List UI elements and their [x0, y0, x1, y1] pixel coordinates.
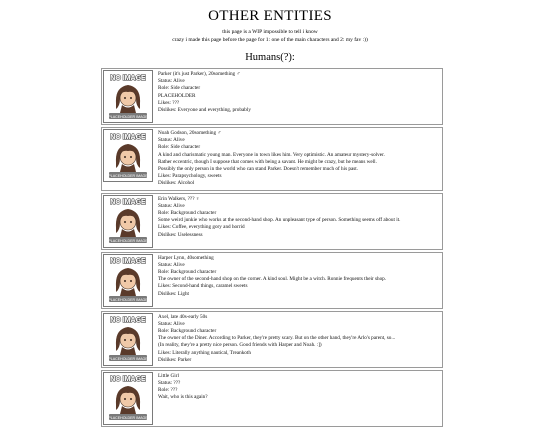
- character-description: Wait, who is this again?: [158, 394, 208, 401]
- svg-text:PLACEHOLDER IMAGE: PLACEHOLDER IMAGE: [108, 173, 148, 178]
- character-name: Parker (it's just Parker), 20something ♂: [158, 71, 241, 77]
- character-description: Possibly the only person in the world who can stand Parker. Doesn't remember much of his past.: [158, 166, 359, 173]
- character-description: The owner of the Diner. According to Parker, they're pretty scary. But on the other hand, they're Arlo's parent, so...: [158, 335, 396, 342]
- character-description: A kind and charismatic young man. Everyone in town likes him. Very optimistic. An amateur mystery-solver.: [158, 151, 385, 158]
- intro-line-2: crazy i made this page before the page for 1: one of the main characters and 2: my fav :)): [172, 36, 368, 43]
- placeholder-character-icon: [106, 374, 150, 422]
- character-status: Status: Alive: [158, 320, 185, 327]
- svg-text:PLACEHOLDER IMAGE: PLACEHOLDER IMAGE: [108, 415, 148, 420]
- svg-text:PLACEHOLDER IMAGE: PLACEHOLDER IMAGE: [108, 356, 148, 361]
- character-name: Harper Lynn, 40something: [158, 254, 214, 261]
- character-name: Little Girl: [158, 372, 179, 379]
- character-likes: Likes: Coffee, everything gory and horrid: [158, 224, 245, 231]
- svg-text:NO IMAGE: NO IMAGE: [110, 258, 146, 266]
- intro-text: [0, 29, 540, 44]
- character-info: [154, 128, 442, 190]
- character-portrait: [103, 313, 153, 366]
- svg-text:PLACEHOLDER IMAGE: PLACEHOLDER IMAGE: [108, 297, 148, 302]
- character-role: Role: Background character: [158, 269, 217, 276]
- character-info: [154, 69, 442, 124]
- character-description: (In reality, they're a pretty nice person. Good friends with Harper and Noah. :]): [158, 342, 322, 349]
- character-likes: Likes: Parapsychology, sweets: [158, 173, 222, 180]
- svg-text:NO IMAGE: NO IMAGE: [110, 376, 146, 384]
- character-role: Role: Background character: [158, 328, 217, 335]
- character-dislikes: Dislikes: Light: [158, 290, 189, 297]
- svg-text:NO IMAGE: NO IMAGE: [110, 133, 146, 141]
- character-portrait: [103, 129, 153, 182]
- svg-text:NO IMAGE: NO IMAGE: [110, 317, 146, 325]
- character-role: Role: Side character: [158, 85, 201, 92]
- character-status: Status: Alive: [158, 78, 185, 85]
- character-status: Status: Alive: [158, 261, 185, 268]
- character-likes: Likes: Second-hand things, caramel sweets: [158, 283, 248, 290]
- character-entry: [101, 127, 443, 191]
- character-description: PLACEHOLDER: [158, 92, 196, 99]
- character-portrait: [103, 70, 153, 123]
- character-dislikes: Dislikes: Uselessness: [158, 231, 203, 238]
- character-info: [154, 371, 442, 426]
- character-portrait: [103, 195, 153, 248]
- page-title: OTHER ENTITIES: [208, 8, 332, 24]
- placeholder-character-icon: [106, 315, 150, 363]
- character-dislikes: Dislikes: Parker: [158, 356, 192, 363]
- character-portrait: [103, 254, 153, 307]
- svg-text:NO IMAGE: NO IMAGE: [110, 199, 146, 207]
- character-role: Role: ???: [158, 387, 178, 394]
- character-name: Noah Godson, 20something ♂: [158, 130, 222, 136]
- character-dislikes: Dislikes: Alcohol: [158, 180, 195, 187]
- character-description: Some weird junkie who works at the second-hand shop. An unpleasant type of person. Something seems off about it.: [158, 217, 401, 224]
- intro-line-1: this page is a WIP impossible to tell i know: [222, 29, 318, 35]
- svg-text:PLACEHOLDER IMAGE: PLACEHOLDER IMAGE: [108, 114, 148, 119]
- placeholder-character-icon: [106, 132, 150, 180]
- character-description: Rather eccentric, though I suppose that comes with being a savant. He might be crazy, but he means well.: [158, 158, 377, 165]
- character-entry: [101, 68, 443, 125]
- character-role: Role: Side character: [158, 144, 201, 151]
- character-role: Role: Background character: [158, 210, 217, 217]
- character-description: The owner of the second-hand shop on the corner. A kind soul. Might be a witch. Ronnie frequents their shop.: [158, 276, 387, 283]
- svg-text:NO IMAGE: NO IMAGE: [110, 74, 146, 82]
- character-likes: Likes: ???: [158, 99, 180, 106]
- character-status: Status: ???: [158, 379, 181, 386]
- section-title: Humans(?):: [245, 52, 295, 63]
- character-info: [154, 312, 442, 367]
- character-status: Status: Alive: [158, 137, 185, 144]
- entry-list: [101, 68, 443, 429]
- placeholder-character-icon: [106, 256, 150, 304]
- character-name: Axel, late 40s-early 50s: [158, 313, 208, 320]
- character-entry: [101, 370, 443, 427]
- character-dislikes: Dislikes: Everyone and everything, probably: [158, 107, 251, 114]
- character-entry: [101, 252, 443, 309]
- character-likes: Likes: Literally anything nautical, Treankoth: [158, 349, 251, 356]
- character-name: Erin Walkers, ??? ♀: [158, 195, 200, 202]
- placeholder-character-icon: [106, 197, 150, 245]
- character-entry: [101, 311, 443, 368]
- svg-text:PLACEHOLDER IMAGE: PLACEHOLDER IMAGE: [108, 238, 148, 243]
- placeholder-character-icon: [106, 73, 150, 121]
- character-entry: [101, 193, 443, 250]
- character-status: Status: Alive: [158, 202, 185, 209]
- character-info: [154, 194, 442, 249]
- character-info: [154, 253, 442, 308]
- character-portrait: [103, 372, 153, 425]
